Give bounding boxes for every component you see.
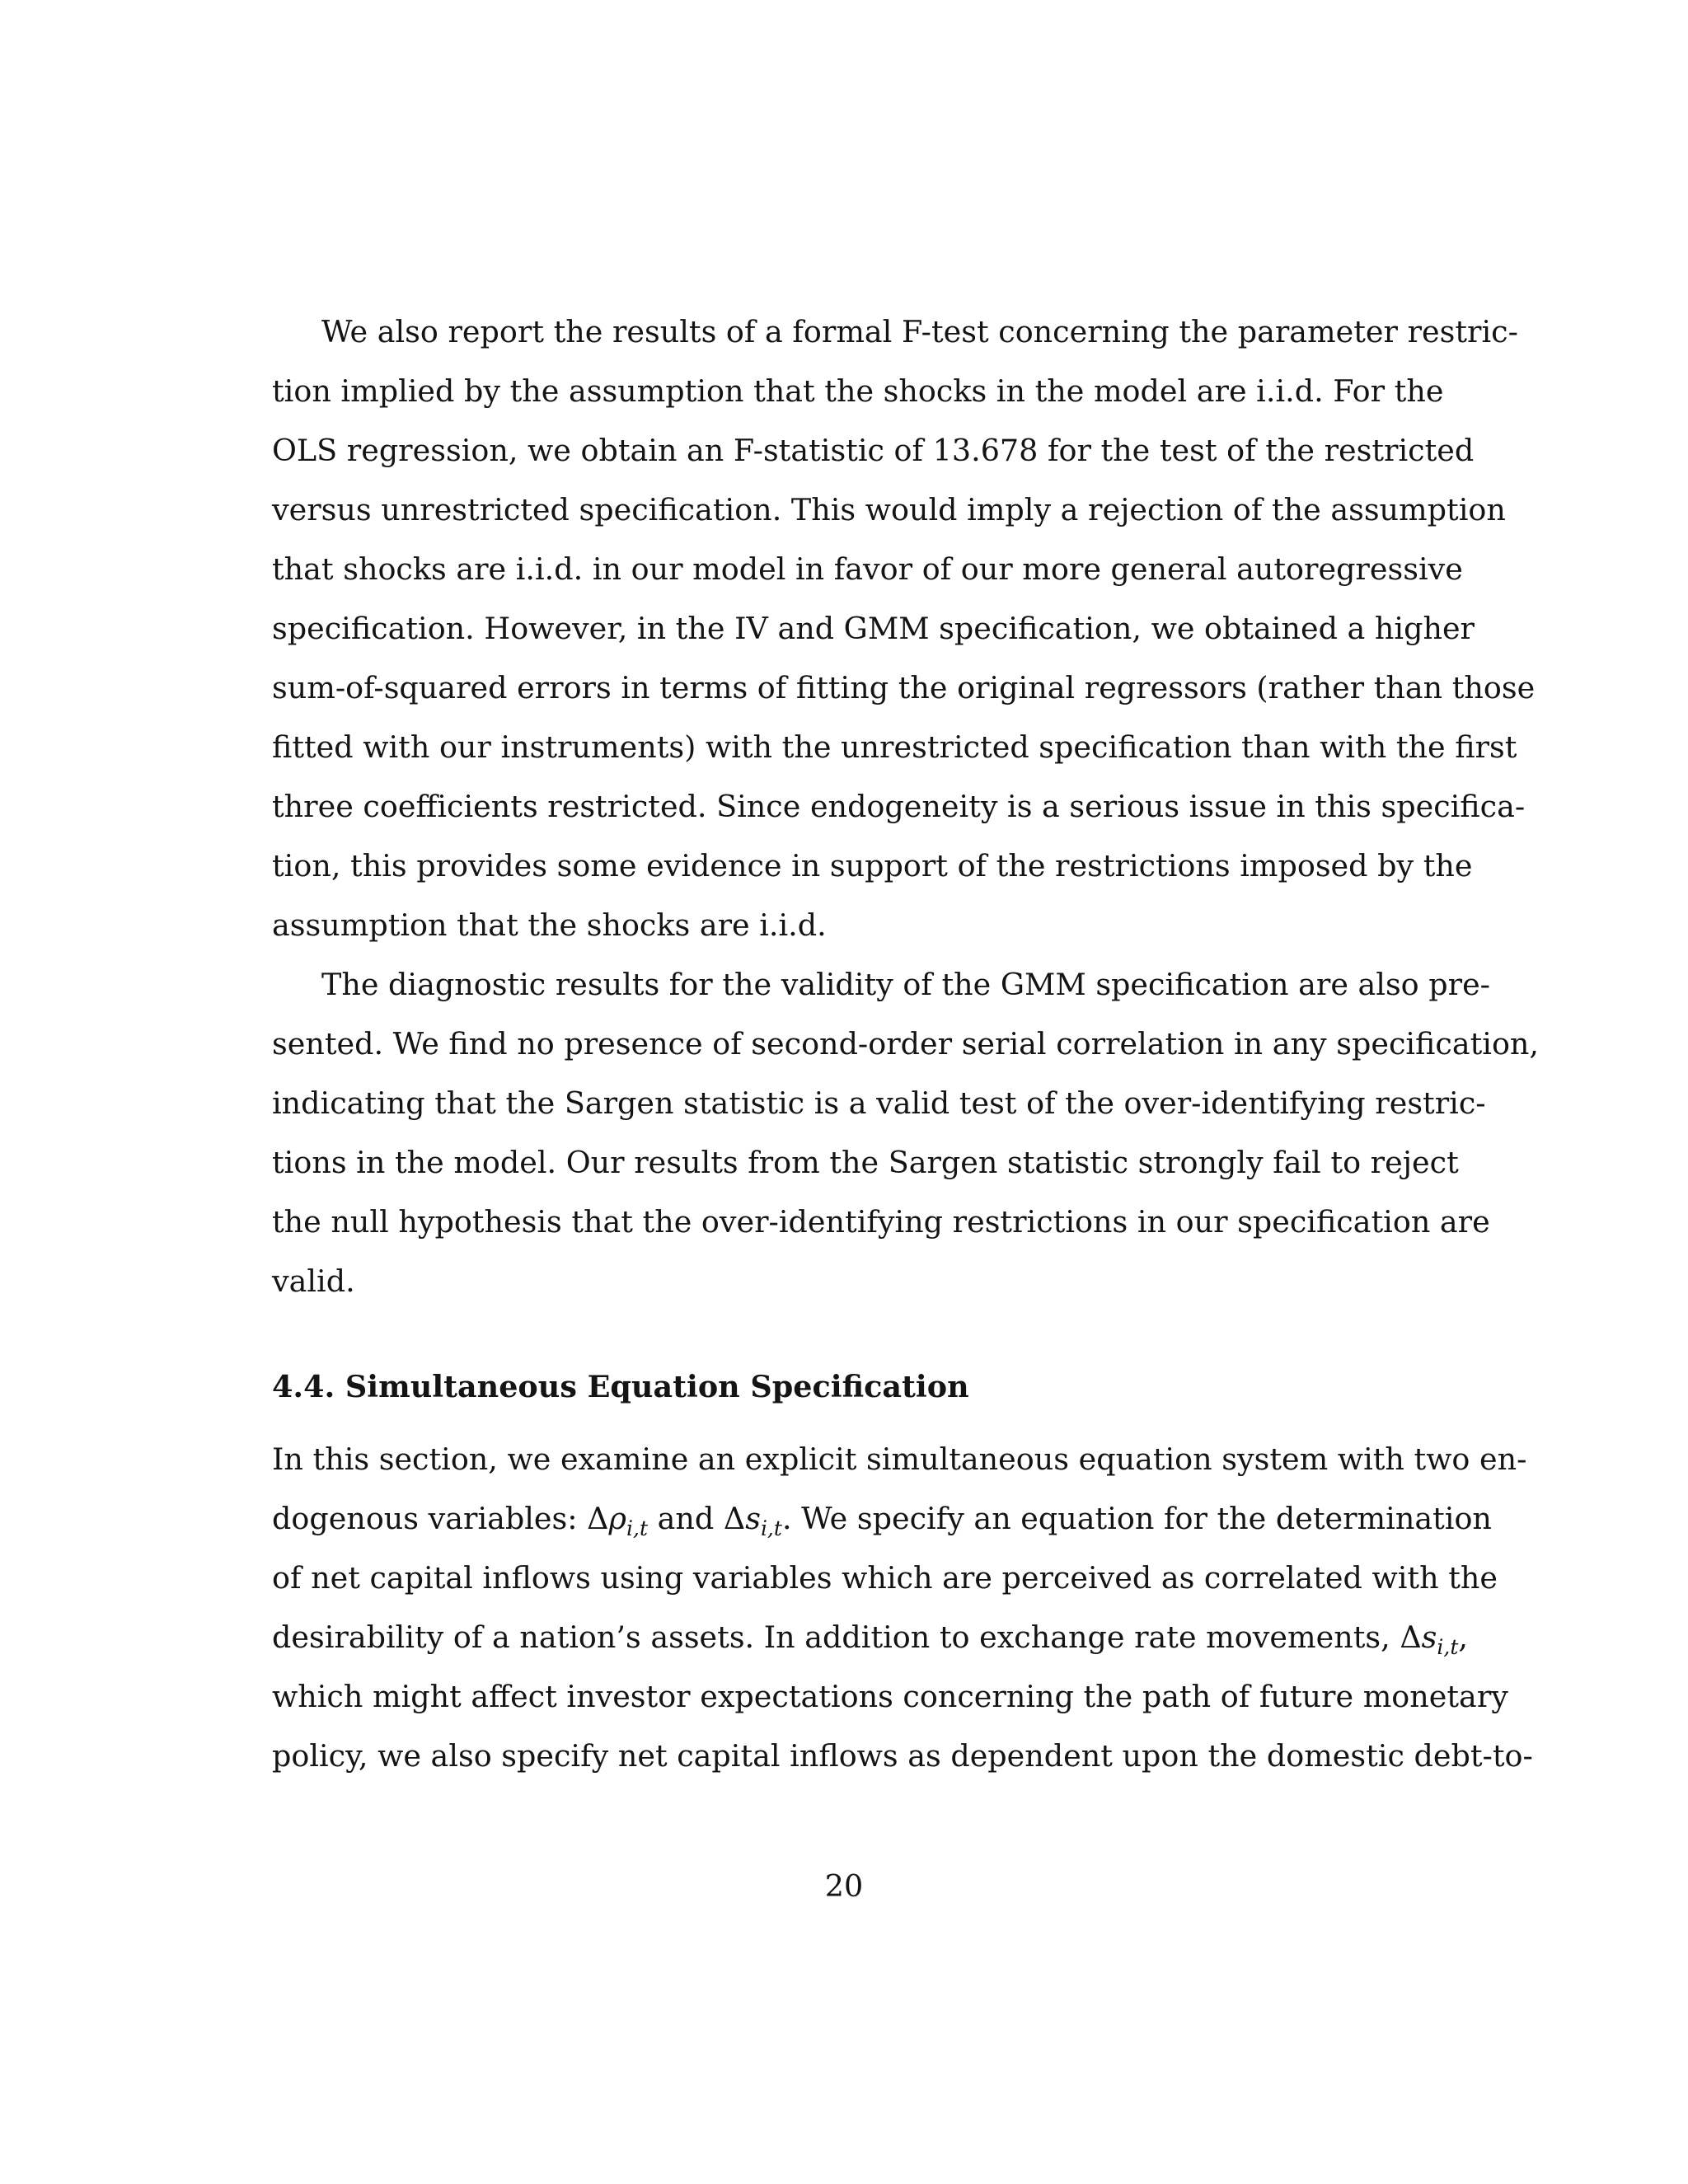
math-subscript: i,t [760, 1516, 782, 1540]
text-span: and [648, 1501, 724, 1536]
paragraph-1-line: versus unrestricted specification. This would imply a rejection of the assumption [272, 492, 1506, 527]
math-rho: ρ [608, 1501, 626, 1536]
paragraph-1-line: We also report the results of a formal F-test concerning the parameter restric- [321, 314, 1518, 349]
paragraph-2-line: the null hypothesis that the over-identifying restrictions in our specification are [272, 1204, 1490, 1240]
paragraph-3-line-math [272, 1498, 1492, 1540]
page-number: 20 [824, 1868, 864, 1904]
math-s: s [745, 1501, 761, 1536]
paragraph-2-line: The diagnostic results for the validity of the GMM specification are also pre- [321, 967, 1491, 1002]
paragraph-2-line: sented. We find no presence of second-order serial correlation in any specification, [272, 1026, 1540, 1062]
text-span: . We specify an equation for the determination [781, 1501, 1492, 1536]
paragraph-3-line: In this section, we examine an explicit simultaneous equation system with two en- [272, 1441, 1527, 1477]
paragraph-2-line: valid. [272, 1263, 355, 1299]
paragraph-1-line: assumption that the shocks are i.i.d. [272, 907, 827, 943]
math-subscript: i,t [1437, 1635, 1459, 1659]
paragraph-3-line: of net capital inflows using variables which are perceived as correlated with the [272, 1560, 1498, 1596]
paragraph-1-line: tion implied by the assumption that the shocks in the model are i.i.d. For the [272, 373, 1444, 409]
paragraph-3-line-math [272, 1617, 1469, 1659]
paragraph-3-line: which might affect investor expectations concerning the path of future monetary [272, 1679, 1508, 1714]
paragraph-1-line: tion, this provides some evidence in support of the restrictions imposed by the [272, 848, 1473, 883]
paragraph-1-line: that shocks are i.i.d. in our model in favor of our more general autoregressive [272, 551, 1463, 587]
text-span: dogenous variables: [272, 1501, 588, 1536]
math-delta: Δ [723, 1501, 746, 1536]
math-subscript: i,t [626, 1516, 648, 1540]
paragraph-1-line: three coefficients restricted. Since endogeneity is a serious issue in this specifica- [272, 789, 1526, 824]
paragraph-3-line: policy, we also specify net capital inflows as dependent upon the domestic debt-to- [272, 1738, 1533, 1774]
paragraph-2-line: indicating that the Sargen statistic is a valid test of the over-identifying restric- [272, 1085, 1486, 1121]
text-span: desirability of a nation’s assets. In addition to exchange rate movements, [272, 1619, 1400, 1655]
text-span: , [1458, 1619, 1469, 1655]
paragraph-2-line: tions in the model. Our results from the Sargen statistic strongly fail to reject [272, 1145, 1459, 1180]
section-heading: 4.4. Simultaneous Equation Specification [272, 1369, 969, 1404]
math-s: s [1421, 1619, 1437, 1655]
paragraph-1-line: OLS regression, we obtain an F-statistic of 13.678 for the test of the restricted [272, 433, 1475, 468]
paragraph-1-line: fitted with our instruments) with the unrestricted specification than with the first [272, 729, 1517, 765]
math-delta: Δ [1400, 1619, 1422, 1655]
paragraph-1-line: sum-of-squared errors in terms of fitting the original regressors (rather than those [272, 670, 1536, 705]
paragraph-1-line: specification. However, in the IV and GMM specification, we obtained a higher [272, 611, 1475, 646]
math-delta: Δ [587, 1501, 609, 1536]
